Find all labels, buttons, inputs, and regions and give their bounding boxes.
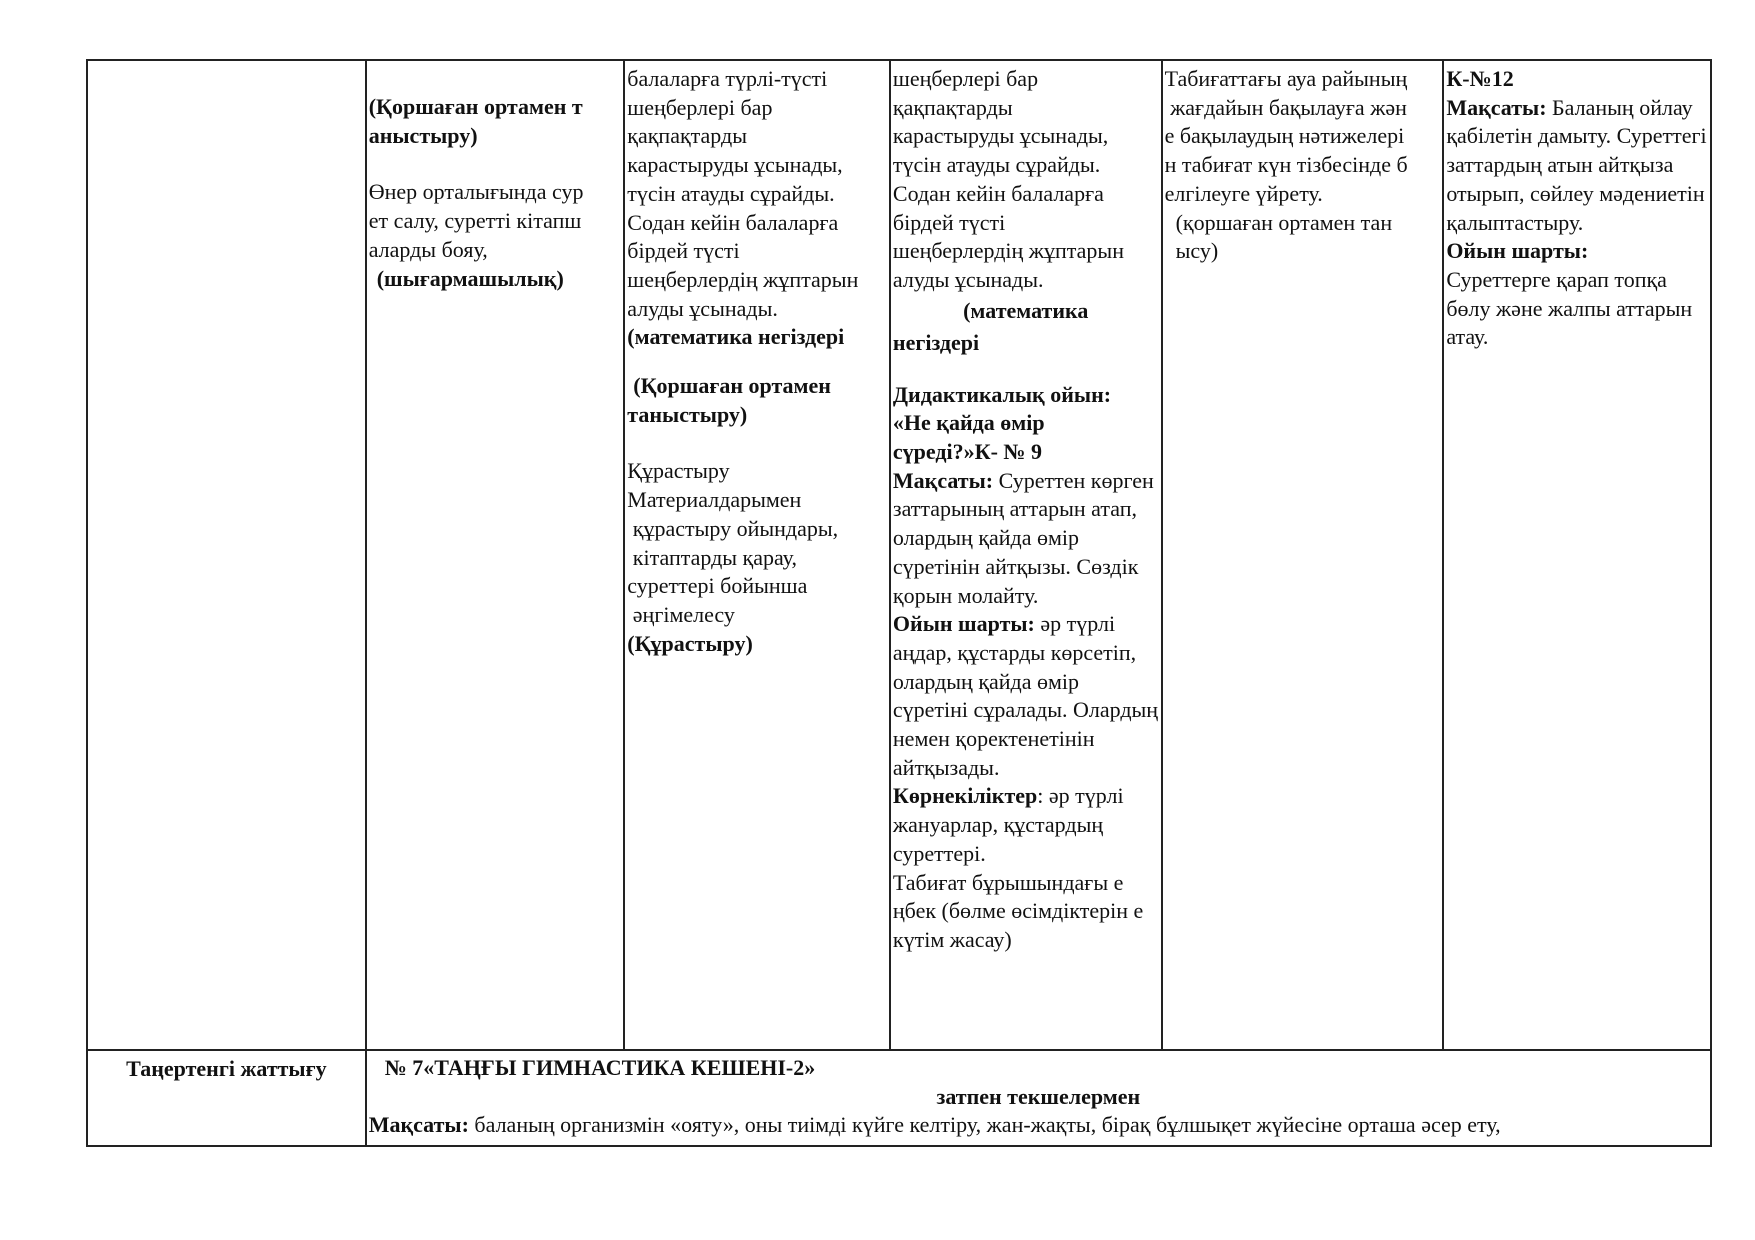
text-line: елгілеуге үйрету. [1164,180,1323,206]
text-line: алуды ұсынады. [627,295,778,321]
text-line: түсін атауды сұрайды. [627,180,835,206]
goal-label: Мақсаты: [892,467,994,493]
text-line: шеңберлері бар [627,94,773,120]
goal-text: Баланың ойлау қабілетін дамыту. Суреттегі заттардың атын айтқыза отырып, сөйлеу мәдениетін қалыптастыру. [1446,94,1707,235]
row-label-cell-empty [87,60,366,1050]
text-line: бірдей түсті [892,209,1006,235]
art-text-line3: аларды бояу, [368,236,488,262]
text-line: бірдей түсті [627,238,740,264]
text-line: Содан кейін балаларға [892,180,1104,206]
build-line: әңгімелесу [627,601,735,627]
text-line: карастыруды ұсынады, [892,123,1109,149]
column-cell-3 [624,60,890,1050]
text-line: алуды ұсынады. [892,266,1044,292]
env-tag-line1: (қоршаған ортамен тан [1164,209,1393,235]
game-label: Дидактикалық ойын: [892,381,1112,407]
env-tag-line1: (Қоршаған ортамен [633,373,831,399]
math-tag-line2: негіздері [892,329,980,355]
env-tag-line2: ысу) [1164,238,1219,264]
text-line: карастыруды ұсынады, [627,152,843,178]
build-line: суреттері бойынша [627,573,808,599]
rule-text: Суреттерге қарап топқа бөлу және жалпы аттарын атау. [1446,266,1693,350]
table-row [87,1050,1711,1146]
column-cell-4 [890,60,1162,1050]
text-line: балаларға түрлі-түсті [627,66,828,91]
goal-text: баланың организмін «ояту», оны тиімді күйге келтіру, жан-жақты, бірақ бұлшықет жүйесіне орташа әсер ету, [468,1112,1501,1138]
game-number: К-№12 [1446,66,1514,91]
text-line: қақпақтарды [627,123,747,149]
build-line: кітаптарды қарау, [627,544,797,570]
text-line: түсін атауды сұрайды. [892,152,1101,178]
schedule-table [86,59,1712,1147]
text-line: шеңберлердің жұптарын [627,266,859,292]
table-row [87,60,1711,1050]
build-line: құрастыру ойындары, [627,515,839,541]
rule-label: Ойын шарты: [1446,238,1589,264]
math-tag-line1: (математика [963,297,1089,323]
column-cell-5 [1162,60,1444,1050]
game-visuals [893,782,1159,868]
rule-text: әр түрлі аңдар, құстарды көрсетіп, олардың қайда өмір сүретіні сұралады. Олардың немен қоректенетінін айтқызады. [892,611,1159,780]
text-line: жағдайын бақылауға жән [1164,94,1407,120]
column-cell-6 [1443,60,1711,1050]
text-line: е бақылаудың нәтижелері [1164,123,1405,149]
build-tag: (Құрастыру) [627,630,753,656]
column-cell-2 [366,60,625,1050]
goal-label: Мақсаты: [368,1112,469,1138]
math-tag: (математика негіздері [627,324,845,350]
rule-label: Ойын шарты: [892,611,1035,637]
text-line: қақпақтарды [892,94,1013,120]
env-tag-line2: аныстыру) [368,122,478,148]
goal-text: Суреттен көрген заттарының аттарын атап, олардың қайда өмір сүретінін айтқызы. Сөздік қорын молайту. [892,467,1154,608]
game-title-line2: сүреді?»К- № 9 [892,439,1043,465]
nature-work: Табиғат бұрышындағы е ңбек (бөлме өсімдіктерін е күтім жасау) [892,869,1144,952]
build-line: Материалдарымен [627,487,802,513]
game-goal [1446,94,1708,238]
text-line: н табиғат күн тізбесінде б [1164,152,1408,178]
row-label-morning-exercise: Таңертенгі жаттығу [87,1050,366,1146]
text-line: Содан кейін балаларға [627,209,839,235]
art-text-line2: ет салу, суретті кітапш [368,208,582,234]
gymnastics-goal [369,1111,1708,1140]
art-text-line1: Өнер орталығында сур [368,179,584,205]
game-rules [893,610,1159,782]
creative-tag: (шығармашылық) [376,265,564,291]
visual-text: : әр түрлі жануарлар, құстардың суреттері. [892,783,1124,866]
env-tag-line1: (Қоршаған ортамен т [368,94,583,119]
text-line: шеңберлері бар [892,66,1039,91]
game-goal [893,467,1159,611]
text-line: Табиғаттағы ауа райының [1164,66,1408,91]
gymnastics-subtitle: затпен текшелермен [936,1083,1141,1109]
env-tag-line2: таныстыру) [627,401,748,427]
text-line: шеңберлердің жұптарын [892,238,1124,264]
gymnastics-cell [366,1050,1711,1146]
goal-label: Мақсаты: [1446,94,1547,120]
game-title-line1: «Не қайда өмір [892,410,1045,436]
build-line: Құрастыру [627,458,730,484]
visual-label: Көрнекіліктер [892,783,1038,809]
gymnastics-title: № 7«ТАҢҒЫ ГИМНАСТИКА КЕШЕНІ-2» [384,1055,816,1080]
